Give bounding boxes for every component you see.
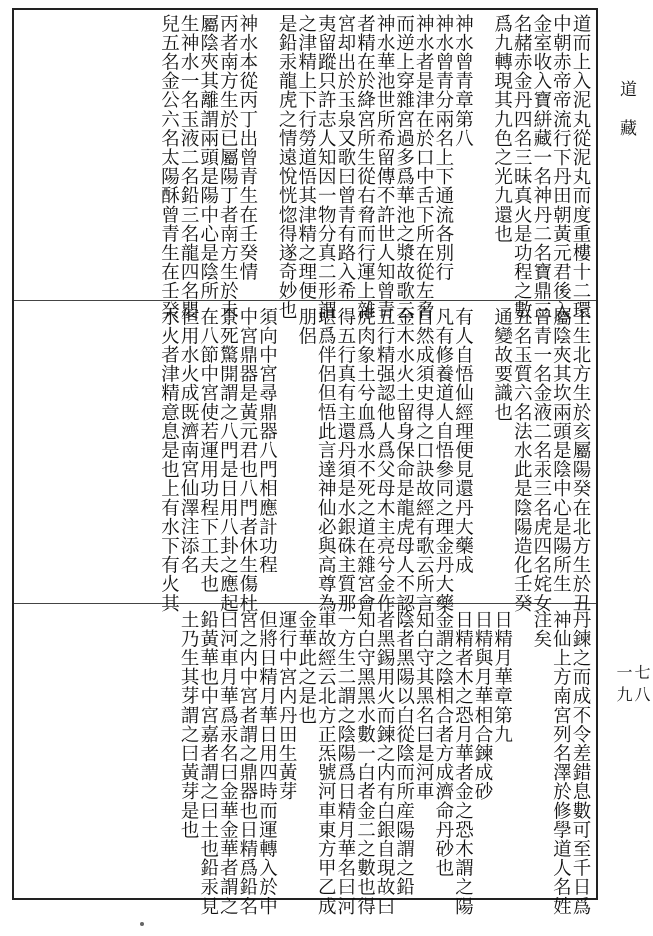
text-column: 夷留蹤只許志人知因一物分真二形謂 <box>315 14 337 320</box>
text-column: 神水曾青分兩名上下通流各別行 <box>432 14 454 282</box>
text-column: 神水者是津在於口中舌下所在從左脅 <box>413 14 435 320</box>
ink-speck <box>140 922 144 926</box>
text-column: 神水曾青章第八 <box>452 14 474 148</box>
text-column: 注矣 <box>530 610 552 649</box>
text-column: 運行中宮内丹田生黃芽 <box>276 610 298 801</box>
text-column: 曰河車月華爲汞名曰金華金華者謂之 <box>217 610 239 916</box>
text-column: 神仙上方南宮列名澤於修學道人名姓 <box>550 610 572 916</box>
text-column: 之津精上下行勞道悟其津精之理便 <box>295 14 317 301</box>
text-column: 日精者木之恐月華者金之恐木謂之陽 <box>452 610 474 916</box>
text-column: 知白守黑黑水數一白者金二之數也得 <box>354 610 376 916</box>
text-column: 得五行真有主還丹須是水銀硃主質那 <box>334 307 356 613</box>
text-column: 景死驚開謂之八門是日用八卦之應起 <box>217 307 239 613</box>
text-column: 有人自悟仙經理便見還丹大藥成 <box>452 307 474 575</box>
text-column: 名赭赤金丹四名三昧真火是功程之數 <box>511 14 533 320</box>
text-column: 丙者南方生於已屬陽丁者南方生於未 <box>217 14 239 320</box>
text-column: 虎肉象土兮血爲水不死之道在雜宮會 <box>354 307 376 613</box>
text-column: 宮却出於玉泉又歌曰曾青有路入希 <box>334 14 356 301</box>
text-column: 五名玉質六名法水此是陰陽造化壬癸 <box>511 307 533 613</box>
text-column: 自然成須史得之口訣故經有歌云所言 <box>413 307 435 613</box>
text-column: 堪爲伴侶但悟此言達神仙必與高尊為 <box>315 307 337 613</box>
text-column: 金謂之陰相合者方成濟命丹砂也 <box>432 610 454 878</box>
text-column: 生神水一名玉液二名鉛三名龍四名嬰 <box>178 14 200 320</box>
text-column: 一方生二謂之陰陽爲日精月華名曰河 <box>334 610 356 916</box>
text-column: 水火者津精意息是也上有水下有火其 <box>158 307 180 613</box>
text-column: 丹鍊之而成不令差錯息數可至千日爲 <box>570 610 591 916</box>
text-column: 道而上入泥丸從泥丸而度重樓十二環 <box>570 14 591 320</box>
text-column: 日精與月華相合鍊成砂 <box>472 610 494 801</box>
text-column: 凡有修養道人自悟參同之理金丹大藥 <box>432 307 454 613</box>
text-column: 日精月華章第九 <box>491 610 513 744</box>
text-column: 金華此之是也 <box>295 610 317 725</box>
text-column: 但用水火成既濟南宮仙澤注添名 <box>178 307 200 575</box>
text-column: 中宮鼎器是黃元君也八門者休生傷杜 <box>236 307 258 613</box>
text-panel-lower <box>22 610 591 916</box>
text-column: 陰者黑陽以白從陰而所産陽謂之鉛 <box>393 610 415 897</box>
text-column: 屬陰夾其坎兩頭是陰中心是陽所生 <box>550 307 572 594</box>
text-column: 朋侶 <box>295 307 317 346</box>
text-column: 車故經云北方正炁號河車東方甲乙成 <box>315 610 337 916</box>
text-column: 兒五名金公六名太陽酥曾青生在壬癸 <box>158 14 180 320</box>
text-column: 鉛黃華也中宮嘉者謂之曰土也鉛汞見 <box>197 610 219 916</box>
text-column: 曾青一名金液二名汞三名虎四名姹女 <box>530 307 552 613</box>
text-column: 通變故要識也 <box>491 307 513 422</box>
text-column: 壬生北方生於亥屬陽癸在北方生於丑 <box>570 307 591 613</box>
text-column: 爲九轉現其九色之光九還也 <box>491 14 513 244</box>
text-column: 但將日精月華日用四時而運轉入於中 <box>256 610 278 916</box>
text-panel-middle <box>22 307 591 613</box>
text-column: 須向中宮尋鼎器八門相應計功程 <box>256 307 278 575</box>
text-column: 知白守其黑名曰是河車 <box>413 610 435 801</box>
text-column: 金室收入寶絣藏一名神丹二名寶鼎三 <box>530 14 552 320</box>
panel-divider <box>14 603 596 604</box>
text-column: 神水本從丙丁出曾青生在壬癸情 <box>236 14 258 282</box>
text-column: 中朝赤帝帝流行下丹田朝黃元君後入 <box>550 14 572 320</box>
text-column: 金木水火土留身保命是龍虎母人不認 <box>393 307 415 613</box>
text-column: 土乃生其芽謂之曰黃芽是也 <box>178 610 200 840</box>
text-column: 者精在於絳宮所生從右脅而行運上雜 <box>354 14 376 320</box>
page-number-volume: 一九 <box>614 664 633 708</box>
text-column: 神水華池世所希留傳不許世人知曾青 <box>374 14 396 320</box>
text-column: 是鉛汞龍虎之情遠悅恍惚得遂奇妙也 <box>276 14 298 320</box>
text-column: 五行精强認他人爲父母木主亮兮金作 <box>374 307 396 613</box>
text-column: 而逆上穿雜宮過多爲華池之漿故歌云 <box>393 14 415 320</box>
text-panel-upper <box>22 14 591 320</box>
text-column: 者黑錫用火而鍊之内有白銀自現故曰 <box>374 610 396 916</box>
text-column: 宮之内中宮者謂之鼎器也日精爲鉛名 <box>236 610 258 916</box>
page-number-leaf: 七八 <box>632 664 651 708</box>
collection-title: 道藏 <box>616 80 636 158</box>
text-column: 屬陰夾其離謂兩頭是陽中心是陰所 <box>197 14 219 301</box>
text-column: 在八節中宮使若運用功程下工夫也 <box>197 307 219 594</box>
